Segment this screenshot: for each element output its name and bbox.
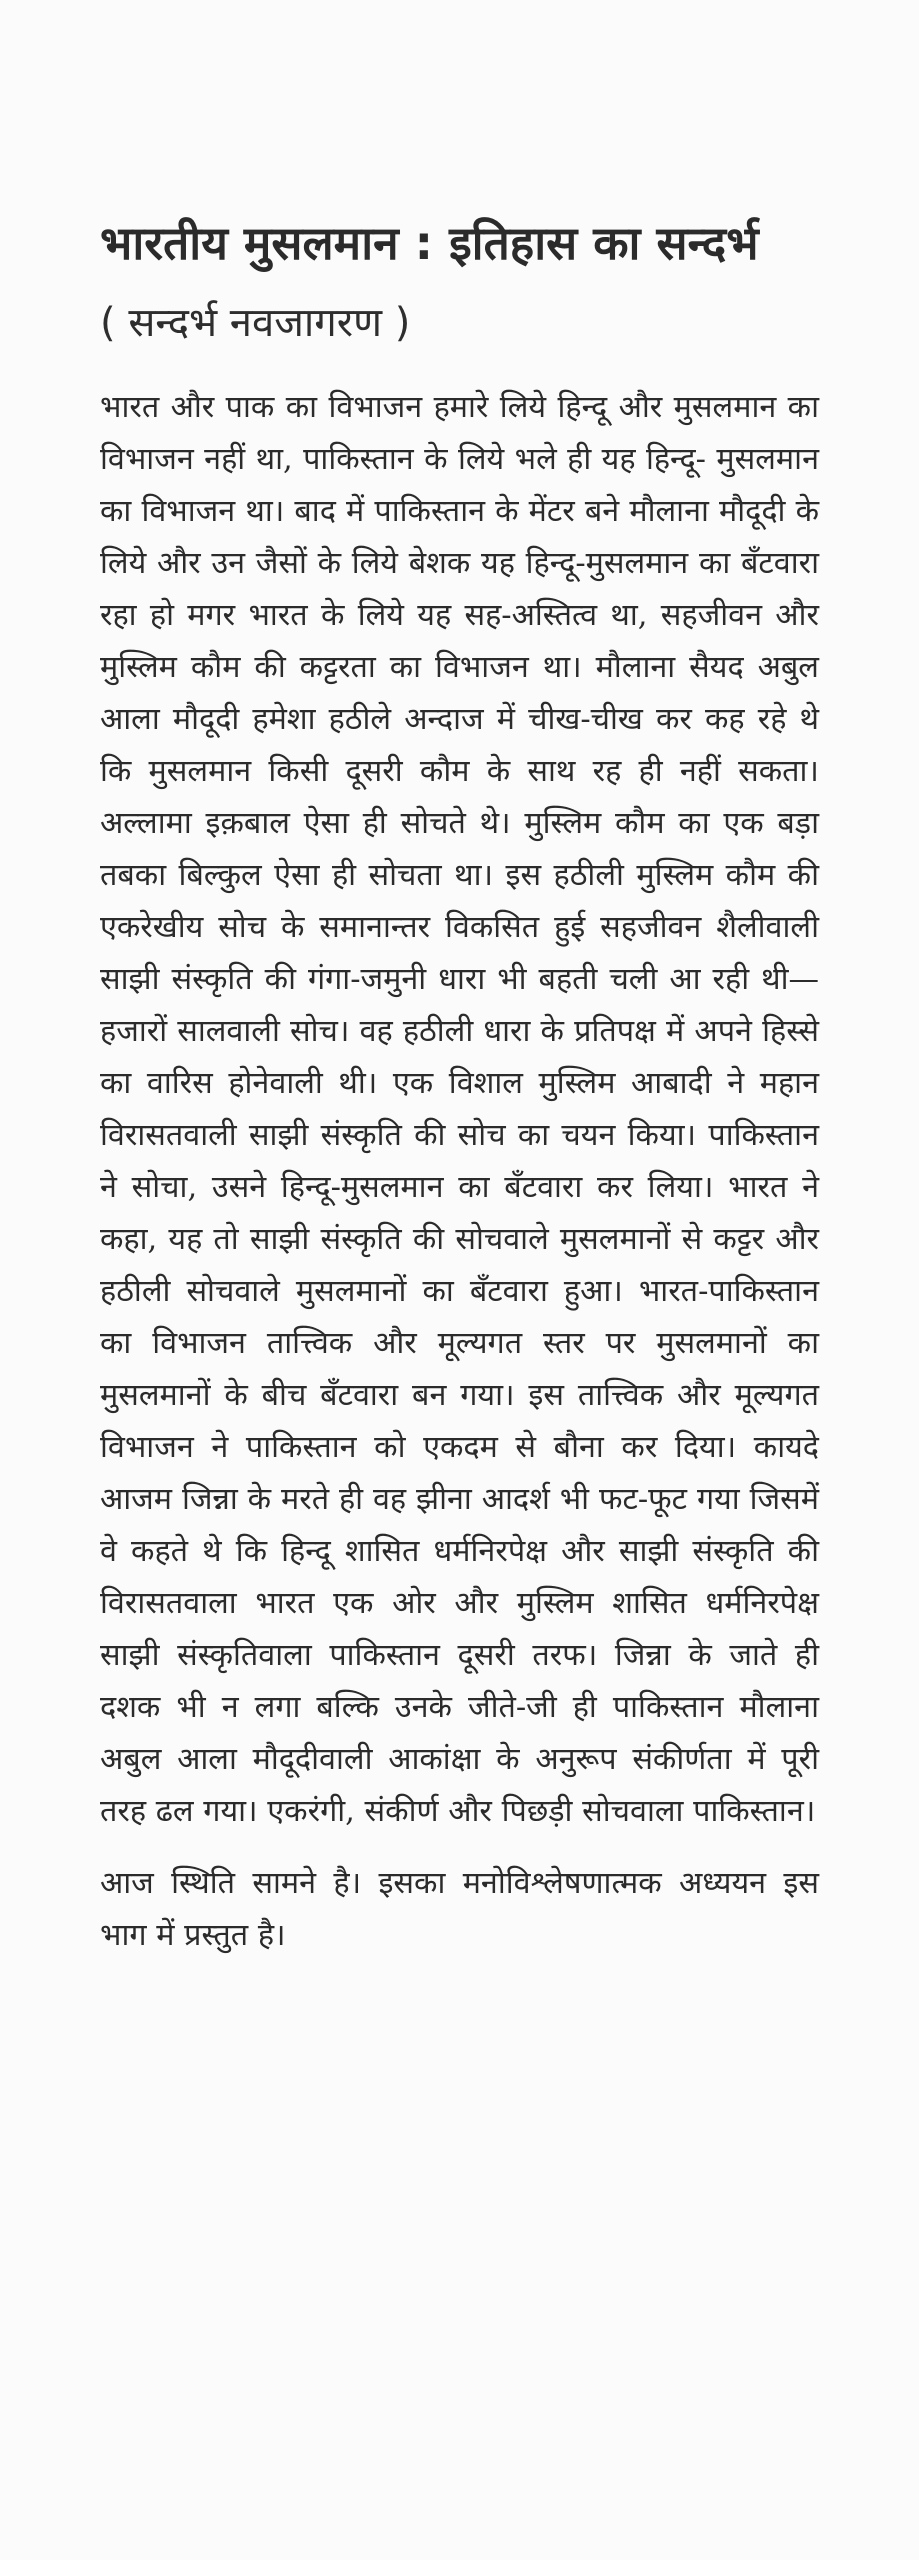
chapter-subtitle: ( सन्दर्भ नवजागरण ) [100, 300, 411, 346]
chapter-title: भारतीय मुसलमान : इतिहास का सन्दर्भ [100, 216, 759, 270]
body-paragraph: भारत और पाक का विभाजन हमारे लिये हिन्दू और मुसलमान का विभाजन नहीं था, पाकिस्तान के लिये भले ही यह हिन्दू- मुसलमान का विभाजन था। बाद में पाकिस्तान के मेंटर बने मौलाना मौदूदी के लिये और उन जैसों के लिये बेशक यह हिन्दू-मुसलमान का बँटवारा रहा हो मगर भारत के लिये यह सह-अस्तित्व था, सहजीवन और मुस्लिम कौम की कट्टरता का विभाजन था। मौलाना सैयद अबुल आला मौदूदी हमेशा हठीले अन्दाज में चीख-चीख कर कह रहे थे कि मुसलमान किसी दूसरी कौम के साथ रह ही नहीं सकता। अल्लामा इक़बाल ऐसा ही सोचते थे। मुस्लिम कौम का एक बड़ा तबका बिल्कुल ऐसा ही सोचता था। इस हठीली मुस्लिम कौम की एकरेखीय सोच के समानान्तर विकसित हुई सहजीवन शैलीवाली साझी संस्कृति की गंगा-जमुनी धारा भी बहती चली आ रही थी—हजारों सालवाली सोच। वह हठीली धारा के प्रतिपक्ष में अपने हिस्से का वारिस होनेवाली थी। एक विशाल मुस्लिम आबादी ने महान विरासतवाली साझी संस्कृति की सोच का चयन किया। पाकिस्तान ने सोचा, उसने हिन्दू-मुसलमान का बँटवारा कर लिया। भारत ने कहा, यह तो साझी संस्कृति की सोचवाले मुसलमानों से कट्टर और हठीली सोचवाले मुसलमानों का बँटवारा हुआ। भारत-पाकिस्तान का विभाजन तात्त्विक और मूल्यगत स्तर पर मुसलमानों का मुसलमानों के बीच बँटवारा बन गया। इस तात्त्विक और मूल्यगत विभाजन ने पाकिस्तान को एकदम से बौना कर दिया। कायदे आजम जिन्ना के मरते ही वह झीना आदर्श भी फट-फूट गया जिसमें वे कहते थे कि हिन्दू शासित धर्मनिरपेक्ष और साझी संस्कृति की विरासतवाला भारत एक ओर और मुस्लिम शासित धर्मनिरपेक्ष साझी संस्कृतिवाला पाकिस्तान दूसरी तरफ। जिन्ना के जाते ही दशक भी न लगा बल्कि उनके जीते-जी ही पाकिस्तान मौलाना अबुल आला मौदूदीवाली आकांक्षा के अनुरूप संकीर्णता में पूरी तरह ढल गया। एकरंगी, संकीर्ण और पिछड़ी सोचवाला पाकिस्तान। [100, 390, 819, 1829]
chapter-body [100, 382, 819, 1962]
body-paragraph: आज स्थिति सामने है। इसका मनोविश्लेषणात्मक अध्ययन इस भाग में प्रस्तुत है। [100, 1866, 819, 1953]
